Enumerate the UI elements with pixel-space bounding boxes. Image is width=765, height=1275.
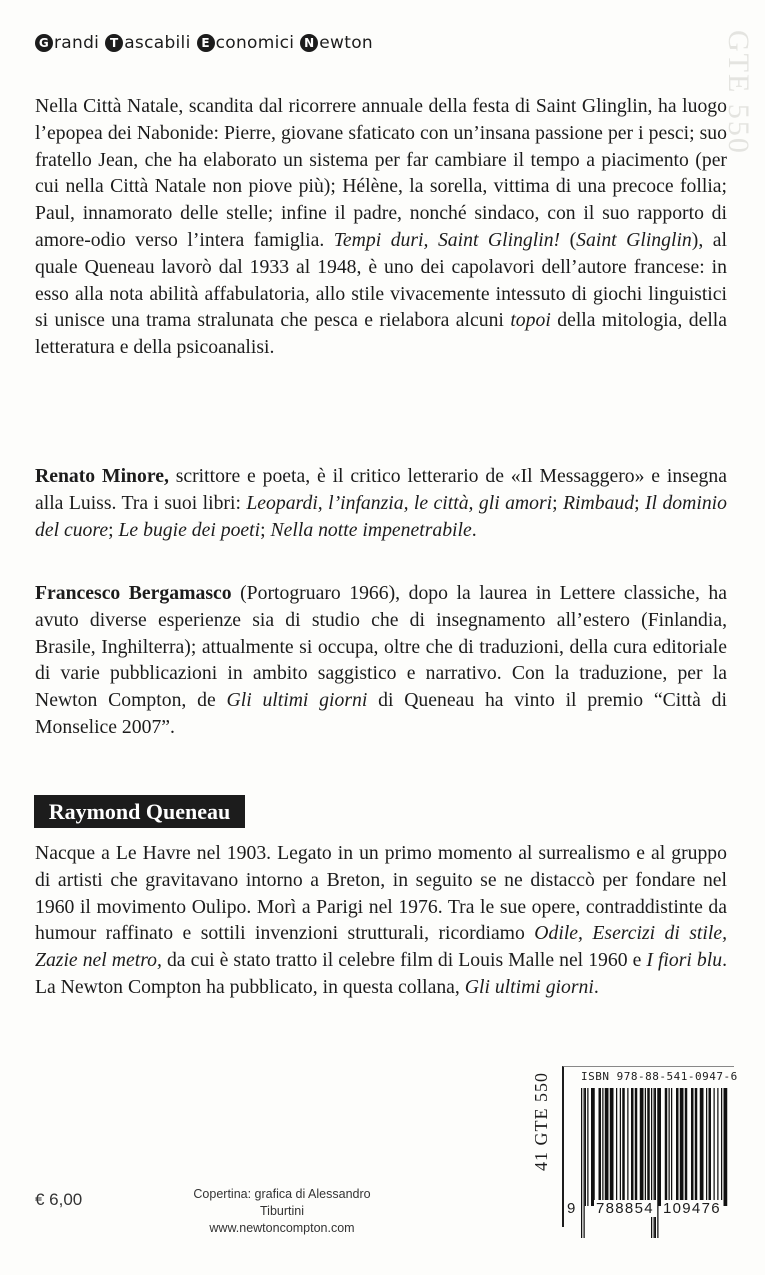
barcode-bar bbox=[724, 1088, 728, 1206]
barcode-digits-right: 109476 bbox=[663, 1200, 721, 1217]
barcode-bar bbox=[709, 1088, 712, 1206]
series-header bbox=[35, 33, 373, 53]
text-run: . bbox=[471, 518, 477, 541]
barcode-bar bbox=[706, 1088, 707, 1206]
catalog-code bbox=[520, 1028, 562, 1214]
series-word bbox=[35, 33, 99, 53]
series-word-rest: ewton bbox=[319, 33, 374, 53]
book-title: Il dominio del cuore bbox=[35, 491, 727, 541]
text-run: ), al quale Queneau lavorò dal 1933 al 1948, è uno dei capolavori dell’autore francese: in esso alla nota abilità affabulatoria, allo stile vivacemente intessuto di giochi linguistici si unisce una trama stralunata che pesca e rielabora alcuni bbox=[35, 228, 727, 332]
separator: ; bbox=[552, 491, 564, 514]
barcode-bar bbox=[610, 1088, 614, 1206]
text-run: da cui è stato tratto il celebre film di Louis Malle nel 1960 e bbox=[161, 949, 647, 972]
publisher-website: www.newtoncompton.com bbox=[209, 1221, 355, 1235]
text-run: . bbox=[593, 975, 599, 998]
translator-bio-paragraph bbox=[35, 580, 727, 741]
author-bio-paragraph bbox=[35, 840, 727, 1001]
text-run: Nella Città Natale, scandita dal ricorrere annuale della festa di Saint Glinglin, ha luogo l’epopea dei Nabonide: Pierre, giovane sfaticato con un’insana passione per i pesci; suo fratello Jean, che ha elaborato un sistema per far cambiare il tempo a piacimento (per cui nella Città Natale non piove più); Hélène, la sorella, vittima di una precoce follia; Paul, innamorato delle stelle; infine il padre, nonché sindaco, con il suo rapporto di amore-odio verso l’intera famiglia. bbox=[35, 95, 727, 251]
series-initial: T bbox=[105, 34, 123, 52]
barcode-bar bbox=[659, 1088, 662, 1206]
series-word bbox=[105, 33, 190, 53]
barcode-bar bbox=[717, 1088, 718, 1206]
series-initial: N bbox=[300, 34, 318, 52]
text-run: scrittore e poeta, è il critico letterario de «Il Messaggero» e insegna alla Luiss. Tra i suoi libri: bbox=[35, 465, 727, 514]
barcode-bar bbox=[640, 1088, 644, 1206]
barcode-bar bbox=[622, 1088, 625, 1206]
barcode-bar bbox=[691, 1088, 694, 1206]
text-run: Nacque a Le Havre nel 1903. Legato in un primo momento al surrealismo e al gruppo di artisti che gravitavano intorno a Breton, in seguito se ne distaccò per fondare nel 1960 il movimento Oulipo. Morì a Parigi nel 1976. Tra le sue opere, contraddistinte da humour raffinato e sottili invenzioni strutturali, ricordiamo bbox=[35, 842, 727, 945]
spine-watermark: GTE 550 bbox=[722, 30, 755, 155]
series-initial: E bbox=[197, 34, 215, 52]
price-label: € 6,00 bbox=[35, 1190, 83, 1209]
barcode-bar bbox=[587, 1088, 588, 1206]
barcode-bar bbox=[680, 1088, 684, 1206]
isbn-label: ISBN 978-88-541-0947-6 bbox=[581, 1070, 738, 1083]
barcode-bar bbox=[591, 1088, 595, 1206]
synopsis-paragraph bbox=[35, 93, 727, 361]
barcode-bar bbox=[665, 1088, 668, 1206]
barcode-bar bbox=[721, 1088, 722, 1206]
series-word-rest: randi bbox=[54, 33, 100, 53]
series-word-rest: ascabili bbox=[124, 33, 191, 53]
series-initial: G bbox=[35, 34, 53, 52]
barcode-bar bbox=[714, 1088, 715, 1206]
text-run: di Queneau ha vinto il premio “Città di Monselice 2007”. bbox=[35, 689, 727, 738]
book-title: Nella notte impenetrabile bbox=[270, 518, 472, 541]
barcode-bar bbox=[676, 1088, 679, 1206]
barcode-bar bbox=[616, 1088, 617, 1206]
separator: ; bbox=[108, 518, 119, 541]
series-word bbox=[300, 33, 373, 53]
barcode-bar bbox=[599, 1088, 602, 1206]
barcode-bar bbox=[584, 1088, 585, 1238]
book-title: Gli ultimi giorni bbox=[464, 975, 594, 998]
book-title: I fiori blu bbox=[646, 949, 723, 972]
barcode-bar bbox=[602, 1088, 603, 1206]
book-title: Le bugie dei poeti bbox=[118, 518, 261, 541]
catalog-code-text: 41 GTE 550 bbox=[530, 1071, 551, 1171]
separator: ; bbox=[634, 491, 645, 514]
text-run: . La Newton Compton ha pubblicato, in questa collana, bbox=[35, 949, 727, 998]
editor-bio-paragraph bbox=[35, 463, 727, 543]
barcode-bar bbox=[669, 1088, 670, 1206]
book-title: Leopardi, l’infanzia, le città, gli amori bbox=[246, 491, 553, 514]
barcode-bar bbox=[700, 1088, 704, 1206]
person-name: Francesco Bergamasco bbox=[35, 582, 232, 604]
cover-credits bbox=[172, 1186, 392, 1237]
author-heading: Raymond Queneau bbox=[34, 795, 245, 828]
separator: ; bbox=[260, 518, 271, 541]
book-title: Rimbaud bbox=[563, 491, 635, 514]
barcode-bar bbox=[620, 1088, 621, 1206]
barcode-bar bbox=[645, 1088, 646, 1206]
barcode-bar bbox=[631, 1088, 634, 1206]
barcode-bar bbox=[685, 1088, 688, 1206]
barcode-bar bbox=[605, 1088, 609, 1206]
text-run: (Portogruaro 1966), dopo la laurea in Lettere classiche, ha avuto diverse esperienze sia di studio che di insegnamento all’estero (Finlandia, Brasile, Inghilterra); attualmente si occupa, oltre che di traduzioni, della cura editoriale di varie pubblicazioni in ambito saggistico e narrativo. Con la traduzione, per la Newton Compton, de bbox=[35, 582, 728, 712]
text-run: della mitologia, della letteratura e della psicoanalisi. bbox=[35, 309, 728, 359]
barcode-bar bbox=[627, 1088, 628, 1206]
book-title: Gli ultimi giorni bbox=[226, 689, 368, 712]
book-titles: Odile, Esercizi di stile, Zazie nel metro, bbox=[35, 922, 728, 972]
italic-term: topoi bbox=[510, 309, 551, 332]
barcode-bar bbox=[581, 1088, 582, 1238]
cover-credit-line: Copertina: grafica di Alessandro Tiburtini bbox=[193, 1187, 371, 1218]
barcode-bar bbox=[635, 1088, 638, 1206]
barcode-bar bbox=[647, 1088, 650, 1206]
person-name: Renato Minore, bbox=[35, 465, 169, 487]
barcode-digits-left: 788854 bbox=[596, 1200, 654, 1217]
series-word-rest: conomici bbox=[215, 33, 295, 53]
text-run: ( bbox=[560, 228, 577, 251]
italic-title: Tempi duri, Saint Glinglin! bbox=[333, 228, 561, 251]
barcode-digit-first: 9 bbox=[567, 1200, 576, 1217]
barcode-bar bbox=[671, 1088, 672, 1206]
italic-title: Saint Glinglin bbox=[576, 228, 692, 251]
barcode-bar bbox=[695, 1088, 698, 1206]
barcode-bar bbox=[585, 1088, 586, 1206]
series-word bbox=[197, 33, 295, 53]
barcode-bar bbox=[657, 1088, 658, 1238]
